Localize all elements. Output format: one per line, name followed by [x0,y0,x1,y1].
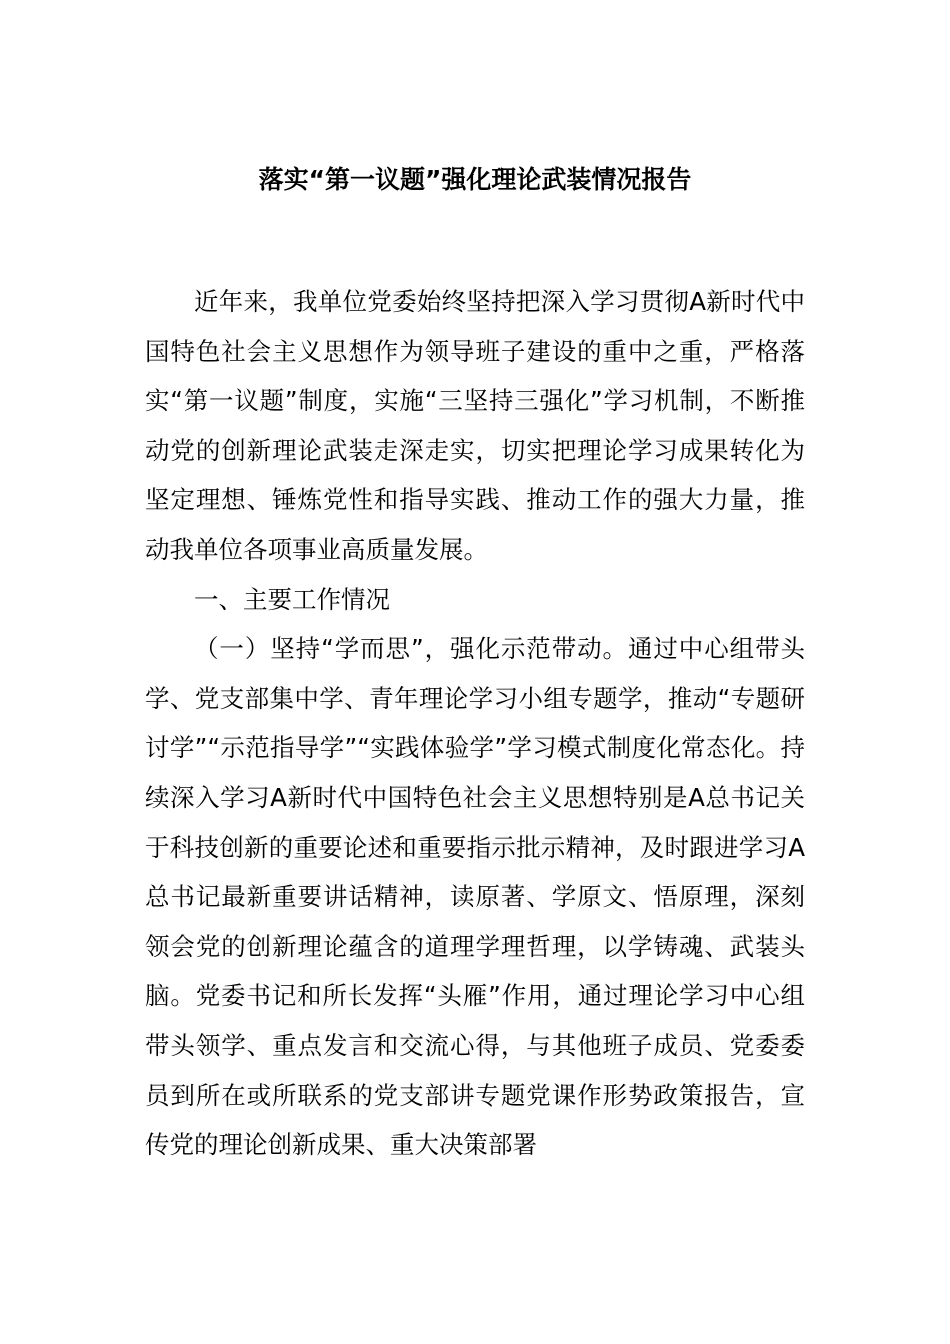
document-body [145,277,805,1170]
section-heading: 一、主要工作情况 [194,584,390,614]
section-1-paragraph: （一）坚持“学而思”，强化示范带动。通过中心组带头学、党支部集中学、青年理论学习小组专题学，推动“专题研讨学”“示范指导学”“实践体验学”学习模式制度化常态化。持续深入学习A新时代中国特色社会主义思想特别是A总书记关于科技创新的重要论述和重要指示批示精神，及时跟进学习A总书记最新重要讲话精神，读原著、学原文、悟原理，深刻领会党的创新理论蕴含的道理学理哲理，以学铸魂、武装头脑。党委书记和所长发挥“头雁”作用，通过理论学习中心组带头领学、重点发言和交流心得，与其他班子成员、党委委员到所在或所联系的党支部讲专题党课作形势政策报告，宣传党的理论创新成果、重大决策部署 [145,634,805,1160]
document-title: 落实“第一议题”强化理论武装情况报告 [258,165,692,194]
intro-paragraph: 近年来，我单位党委始终坚持把深入学习贯彻A新时代中国特色社会主义思想作为领导班子建设的重中之重，严格落实“第一议题”制度，实施“三坚持三强化”学习机制，不断推动党的创新理论武装走深走实，切实把理论学习成果转化为坚定理想、锤炼党性和指导实践、推动工作的强大力量，推动我单位各项事业高质量发展。 [145,287,805,564]
